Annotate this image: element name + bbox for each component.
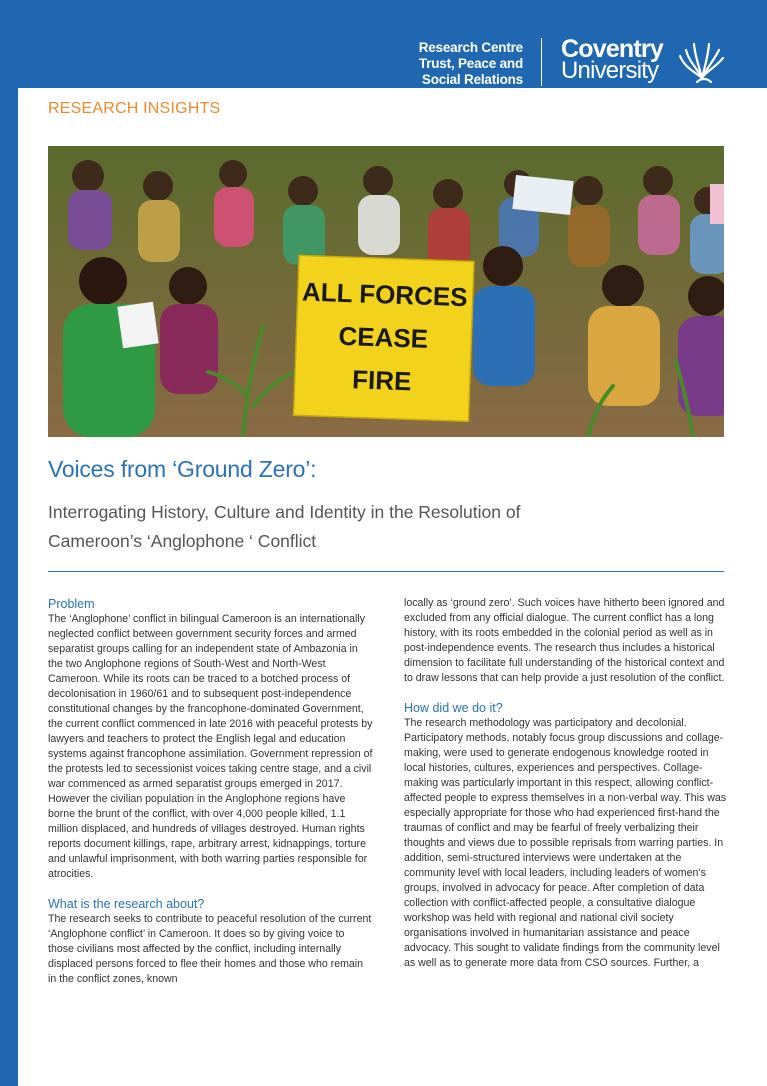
coventry-university-logo: Coventry University	[561, 35, 663, 84]
how-body: The research methodology was participatory and decolonial. Participatory methods, notably focus group discussions and collage-making, were used to generate endogenous knowledge rooted in local histories, cultures, experiences and perspectives. Collage-making was particularly important in this respect, allowing conflict-affected people to express themselves in a non-verbal way. This was especially appropriate for those who had experienced first-hand the traumas of conflict and may be fearful of freely verbalizing their thoughts and views due to possible reprisals from warring parties. In addition, semi-structured interviews were undertaken at the community level with local leaders, including leaders of women’s groups, involved in advocacy for peace. After completion of data collection with conflict-affected people, a consultative dialogue workshop was held with regional and national civil society organisations involved in humanitarian assistance and peace advocacy. This sought to validate findings from the community level as well as to generate more data from CSO sources. Further, a	[404, 717, 727, 969]
problem-heading: Problem	[48, 597, 95, 611]
sign-line-2: CEASE	[338, 320, 429, 354]
how-heading: How did we do it?	[404, 701, 503, 715]
problem-body: The ‘Anglophone’ conflict in bilingual Cameroon is an internationally neglected conflict between government security forces and armed separatist groups calling for an independent state of Ambazonia in the two Anglophone regions of South-West and North-West Cameroon. While its roots can be traced to a botched process of decolonisation in 1960/61 and to subsequent post-independence constitutional changes by the francophone-dominated Government, the current conflict commenced in late 2016 with peaceful protests by lawyers and teachers to protect the English legal and education systems against francophone assimilation. Government repression of the protests led to secessionist voices taking centre stage, and a civil war commenced as armed separatist groups emerged in 2017. However the civilian population in the Anglophone regions have borne the brunt of the conflict, with over 4,000 people killed, 1.1 million displaced, and hundreds of villages destroyed. Human rights reports document killings, rape, arbitrary arrest, kidnappings, torture and unlawful imprisonment, with both warring parties responsible for atrocities.	[48, 613, 373, 880]
research-about-continued: locally as ‘ground zero’. Such voices have hitherto been ignored and excluded from any official dialogue. The current conflict has a long history, with its roots embedded in the colonial period as well as in post-independence events. The research thus includes a historical dimension to facilitate full understanding of the historical context and to draw lessons that can help provide a just resolution of the conflict.	[404, 597, 725, 684]
header-divider	[541, 38, 542, 86]
research-about-body: The research seeks to contribute to peaceful resolution of the current ‘Anglophone conflict’ in Cameroon. It does so by giving voice to those civilians most affected by the conflict, including internally displaced persons forced to flee their homes and those who remain in the conflict zones, known	[48, 913, 372, 985]
protest-photo	[48, 146, 724, 437]
page-subtitle: Interrogating History, Culture and Identity in the Resolution of Cameroon’s ‘Anglophone ‘ Conflict	[48, 502, 521, 551]
right-column	[404, 596, 729, 971]
section-kicker: RESEARCH INSIGHTS	[48, 100, 221, 117]
left-column	[48, 596, 373, 987]
research-centre-name: Research Centre Trust, Peace and Social Relations	[418, 40, 523, 87]
content-panel	[18, 88, 767, 1086]
page-header	[0, 0, 767, 90]
research-about-heading: What is the research about?	[48, 897, 205, 911]
sign-line-1: ALL FORCES	[301, 276, 469, 313]
sign-line-3: FIRE	[351, 364, 412, 397]
protest-photo-illustration	[48, 146, 724, 437]
title-divider	[48, 571, 724, 572]
page-title: Voices from ‘Ground Zero’:	[48, 456, 317, 482]
phoenix-icon	[677, 38, 727, 84]
